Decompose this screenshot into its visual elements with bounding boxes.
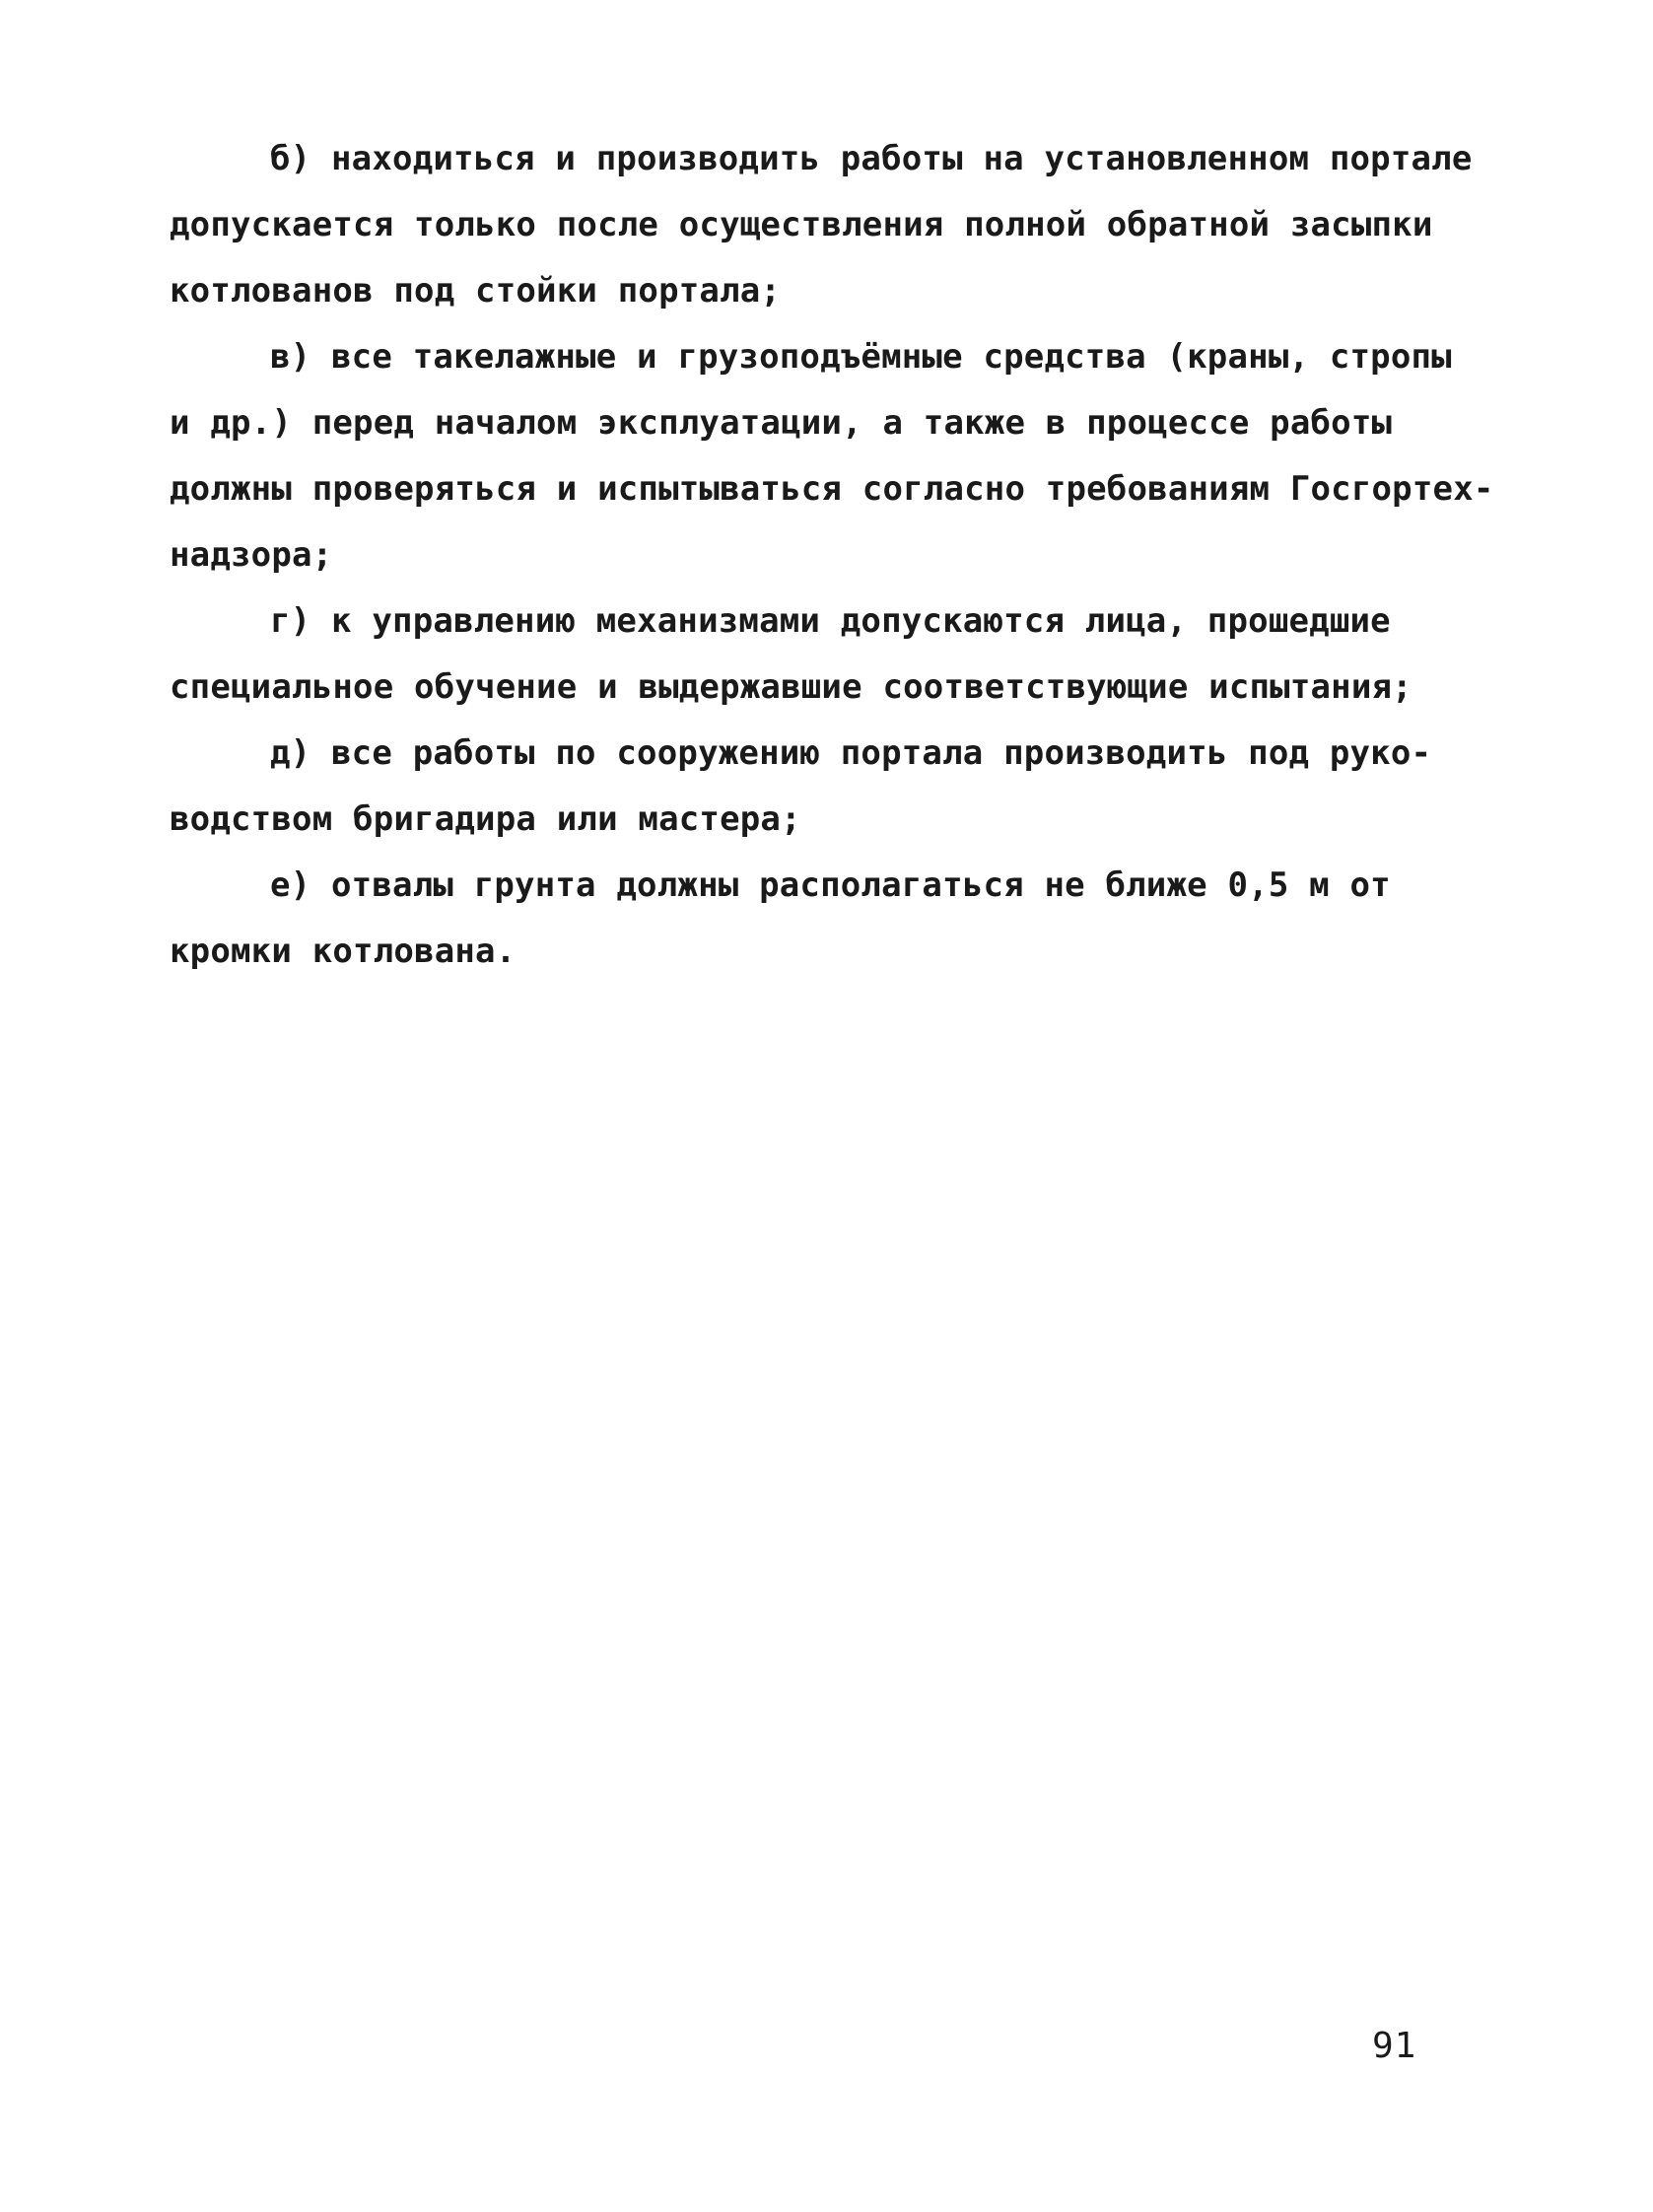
text-line: и др.) перед началом эксплуатации, а также в процессе работы xyxy=(170,403,1393,443)
body-text xyxy=(170,126,1494,985)
text-line: д) все работы по сооружению портала производить под руко- xyxy=(270,733,1432,773)
text-line: водством бригадира или мастера; xyxy=(170,799,801,839)
text-line: г) к управлению механизмами допускаются лица, прошедшие xyxy=(270,601,1391,641)
text-line: допускается только после осуществления полной обратной засыпки xyxy=(170,205,1433,244)
text-line: специальное обучение и выдержавшие соответствующие испытания; xyxy=(170,667,1412,707)
text-line: б) находиться и производить работы на установленном портале xyxy=(270,139,1473,178)
text-line: должны проверяться и испытываться согласно требованиям Госгортех- xyxy=(170,469,1494,509)
text-line: котлованов под стойки портала; xyxy=(170,271,782,311)
page-number: 91 xyxy=(1372,2026,1417,2066)
text-line: надзора; xyxy=(170,535,333,575)
text-line: в) все такелажные и грузоподъёмные средства (краны, стропы xyxy=(270,337,1452,377)
text-line: е) отвалы грунта должны располагаться не ближе 0,5 м от xyxy=(270,865,1391,905)
text-line: кромки котлована. xyxy=(170,932,517,971)
